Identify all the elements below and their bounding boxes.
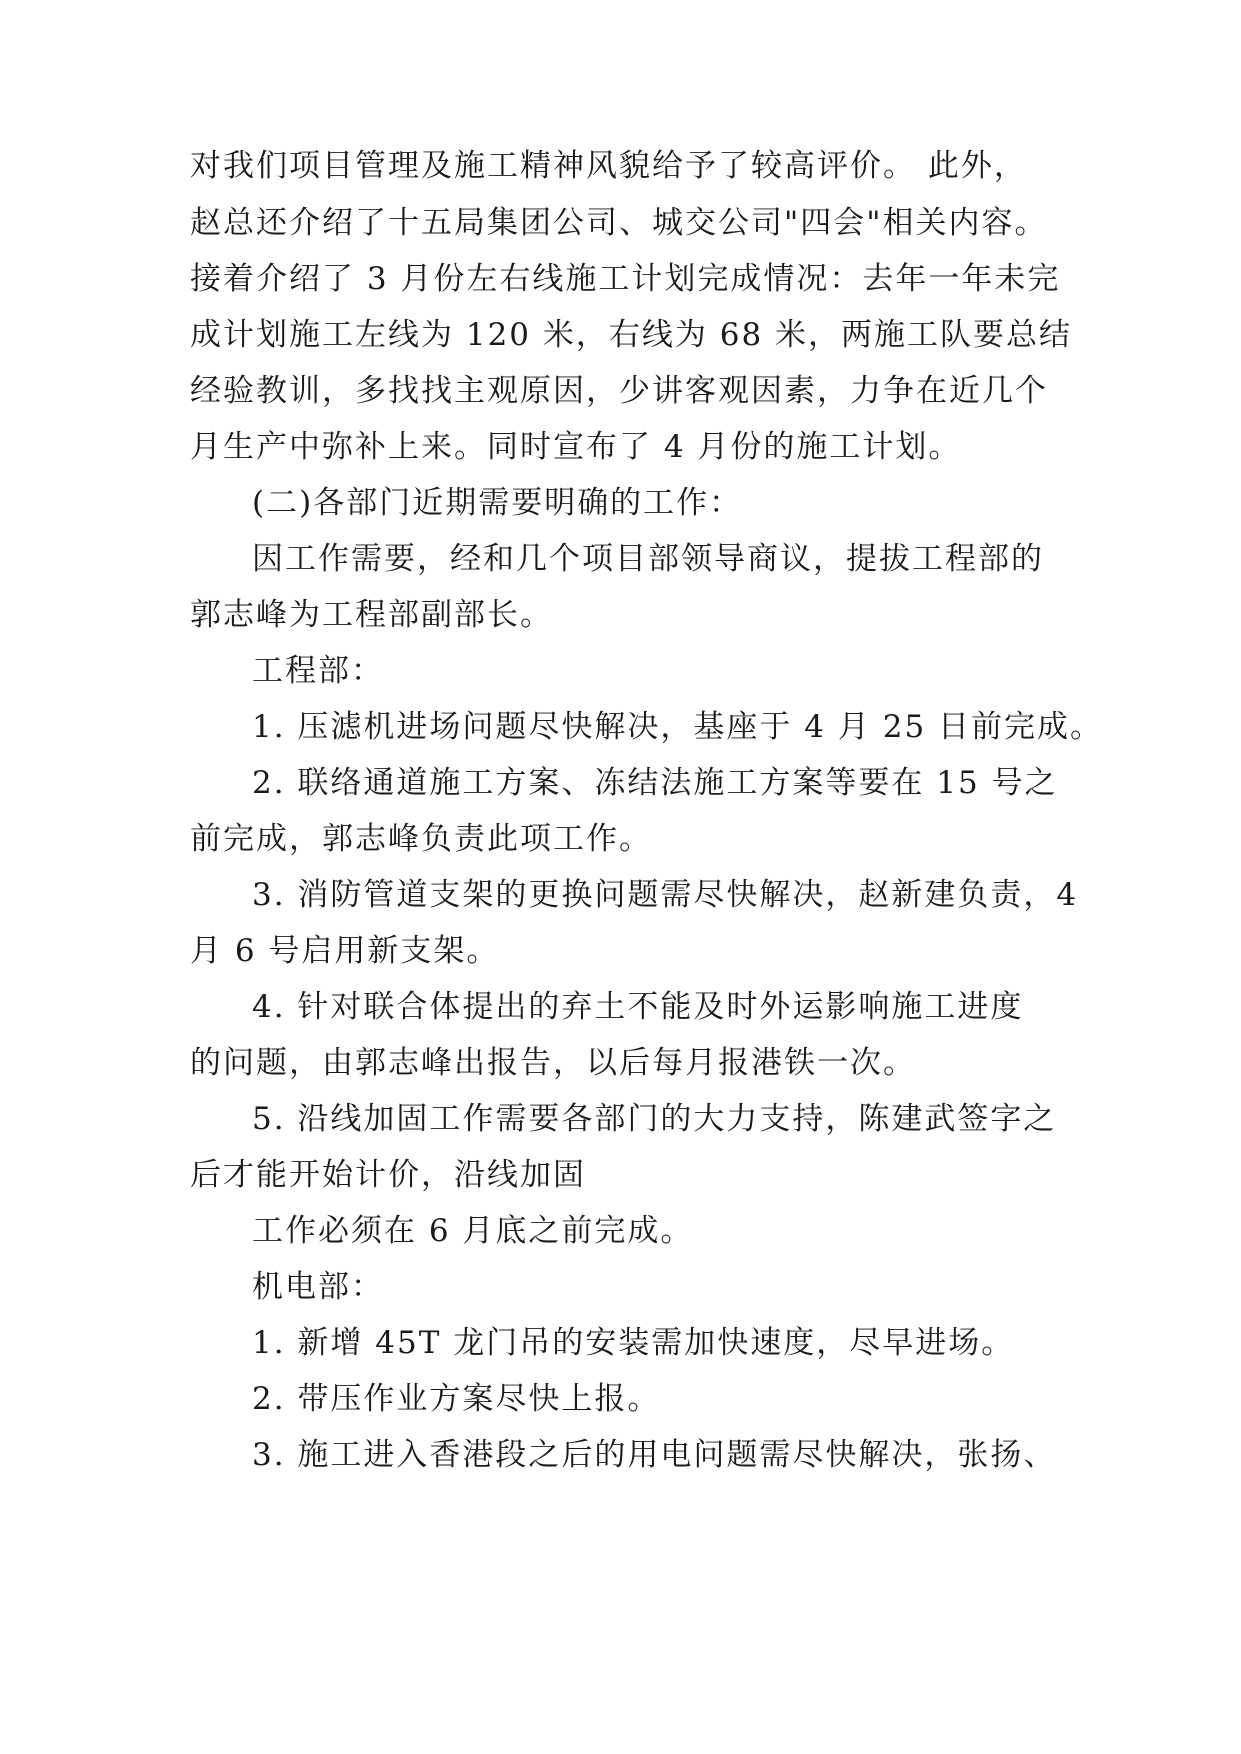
list-item-continuation: 工作必须在 6 月底之前完成。 bbox=[252, 1213, 694, 1249]
list-item-continuation: 的问题，由郭志峰出报告，以后每月报港铁一次。 bbox=[190, 1045, 916, 1081]
list-item: 5. 沿线加固工作需要各部门的大力支持，陈建武签字之 bbox=[252, 1101, 1057, 1137]
list-item: 2. 联络通道施工方案、冻结法施工方案等要在 15 号之 bbox=[252, 765, 1058, 801]
paragraph-line: 月生产中弥补上来。同时宣布了 4 月份的施工计划。 bbox=[190, 429, 962, 465]
list-item-continuation: 后才能开始计价，沿线加固 bbox=[190, 1157, 586, 1193]
list-item: 3. 消防管道支架的更换问题需尽快解决，赵新建负责，4 bbox=[252, 877, 1079, 913]
list-item-continuation: 前完成，郭志峰负责此项工作。 bbox=[190, 821, 652, 857]
list-item: 1. 新增 45T 龙门吊的安装需加快速度，尽早进场。 bbox=[252, 1325, 1015, 1361]
department-heading: 机电部： bbox=[252, 1269, 384, 1305]
paragraph-line: 郭志峰为工程部副部长。 bbox=[190, 597, 553, 633]
section-heading: (二)各部门近期需要明确的工作： bbox=[252, 485, 743, 521]
list-item: 2. 带压作业方案尽快上报。 bbox=[252, 1381, 661, 1417]
paragraph-line: 成计划施工左线为 120 米，右线为 68 米，两施工队要总结 bbox=[190, 317, 1073, 353]
paragraph-line: 因工作需要，经和几个项目部领导商议，提拔工程部的 bbox=[252, 541, 1044, 577]
list-item: 1. 压滤机进场问题尽快解决，基座于 4 月 25 日前完成。 bbox=[252, 709, 1104, 745]
list-item: 3. 施工进入香港段之后的用电问题需尽快解决，张扬、 bbox=[252, 1437, 1057, 1473]
paragraph-line: 经验教训，多找找主观原因，少讲客观因素，力争在近几个 bbox=[190, 373, 1048, 409]
list-item: 4. 针对联合体提出的弃土不能及时外运影响施工进度 bbox=[252, 989, 1024, 1025]
list-item-continuation: 月 6 号启用新支架。 bbox=[190, 933, 500, 969]
department-heading: 工程部： bbox=[252, 653, 384, 689]
paragraph-line: 对我们项目管理及施工精神风貌给予了较高评价。 此外， bbox=[190, 148, 1027, 184]
paragraph-line: 赵总还介绍了十五局集团公司、城交公司"四会"相关内容。 bbox=[190, 205, 1048, 241]
paragraph-line: 接着介绍了 3 月份左右线施工计划完成情况：去年一年未完 bbox=[190, 261, 1061, 297]
